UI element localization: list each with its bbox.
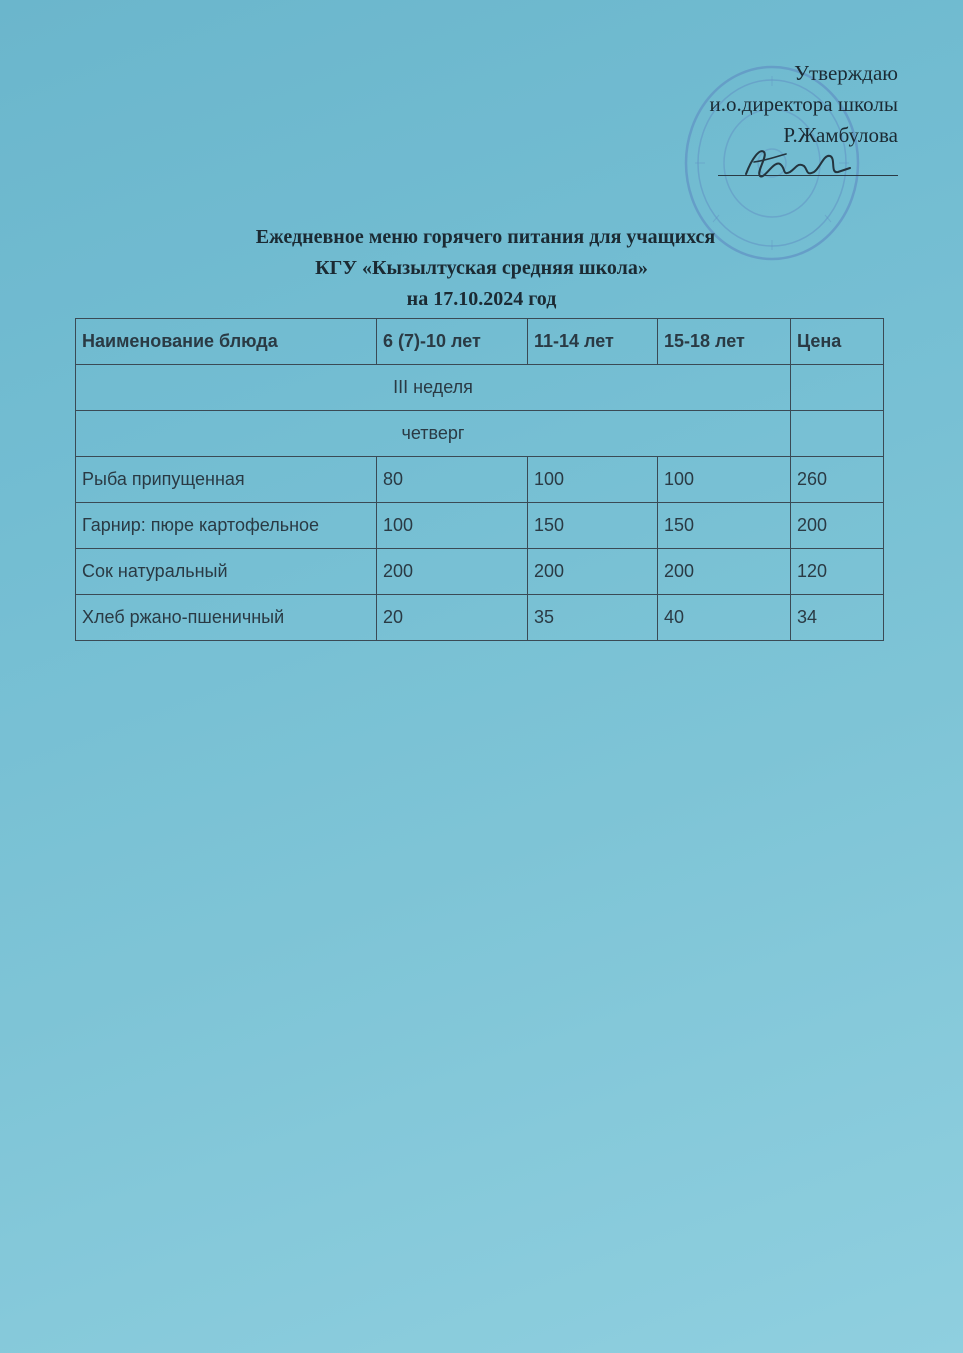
portion-11-14: 150: [528, 503, 658, 549]
table-row: [76, 457, 884, 503]
price: 260: [791, 457, 884, 503]
day-row: [76, 411, 884, 457]
title-line-3: на 17.10.2024 год: [406, 288, 557, 310]
dish-name: Гарнир: пюре картофельное: [76, 503, 377, 549]
table-row: [76, 503, 884, 549]
price: 200: [791, 503, 884, 549]
dish-name: Рыба припущенная: [76, 457, 377, 503]
portion-6-10: 200: [377, 549, 528, 595]
portion-15-18: 40: [658, 595, 791, 641]
portion-6-10: 20: [377, 595, 528, 641]
header-price: Цена: [791, 319, 884, 365]
table-row: [76, 595, 884, 641]
signature-line: [718, 175, 898, 176]
handwritten-signature-icon: [738, 138, 858, 188]
portion-15-18: 200: [658, 549, 791, 595]
portion-11-14: 100: [528, 457, 658, 503]
approval-position: и.о.директора школы: [709, 92, 898, 116]
header-age-11-14: 11-14 лет: [528, 319, 658, 365]
week-empty-cell: [791, 365, 884, 411]
approval-label: Утверждаю: [794, 61, 898, 85]
week-row: [76, 365, 884, 411]
approval-name: Р.Жамбулова: [783, 123, 898, 147]
day-label: четверг: [76, 411, 791, 457]
header-age-15-18: 15-18 лет: [658, 319, 791, 365]
week-label: III неделя: [76, 365, 791, 411]
price: 34: [791, 595, 884, 641]
dish-name: Хлеб ржано-пшеничный: [76, 595, 377, 641]
portion-15-18: 150: [658, 503, 791, 549]
table-header-row: [76, 319, 884, 365]
title-line-2: КГУ «Кызылтуская средняя школа»: [315, 257, 648, 279]
dish-name: Сок натуральный: [76, 549, 377, 595]
day-empty-cell: [791, 411, 884, 457]
header-age-6-10: 6 (7)-10 лет: [377, 319, 528, 365]
table-row: [76, 549, 884, 595]
portion-6-10: 80: [377, 457, 528, 503]
portion-11-14: 35: [528, 595, 658, 641]
title-line-1: Ежедневное меню горячего питания для учащихся: [255, 226, 716, 248]
portion-11-14: 200: [528, 549, 658, 595]
portion-15-18: 100: [658, 457, 791, 503]
header-dish-name: Наименование блюда: [76, 319, 377, 365]
document-title: [0, 222, 963, 315]
price: 120: [791, 549, 884, 595]
portion-6-10: 100: [377, 503, 528, 549]
menu-table: [75, 318, 884, 641]
